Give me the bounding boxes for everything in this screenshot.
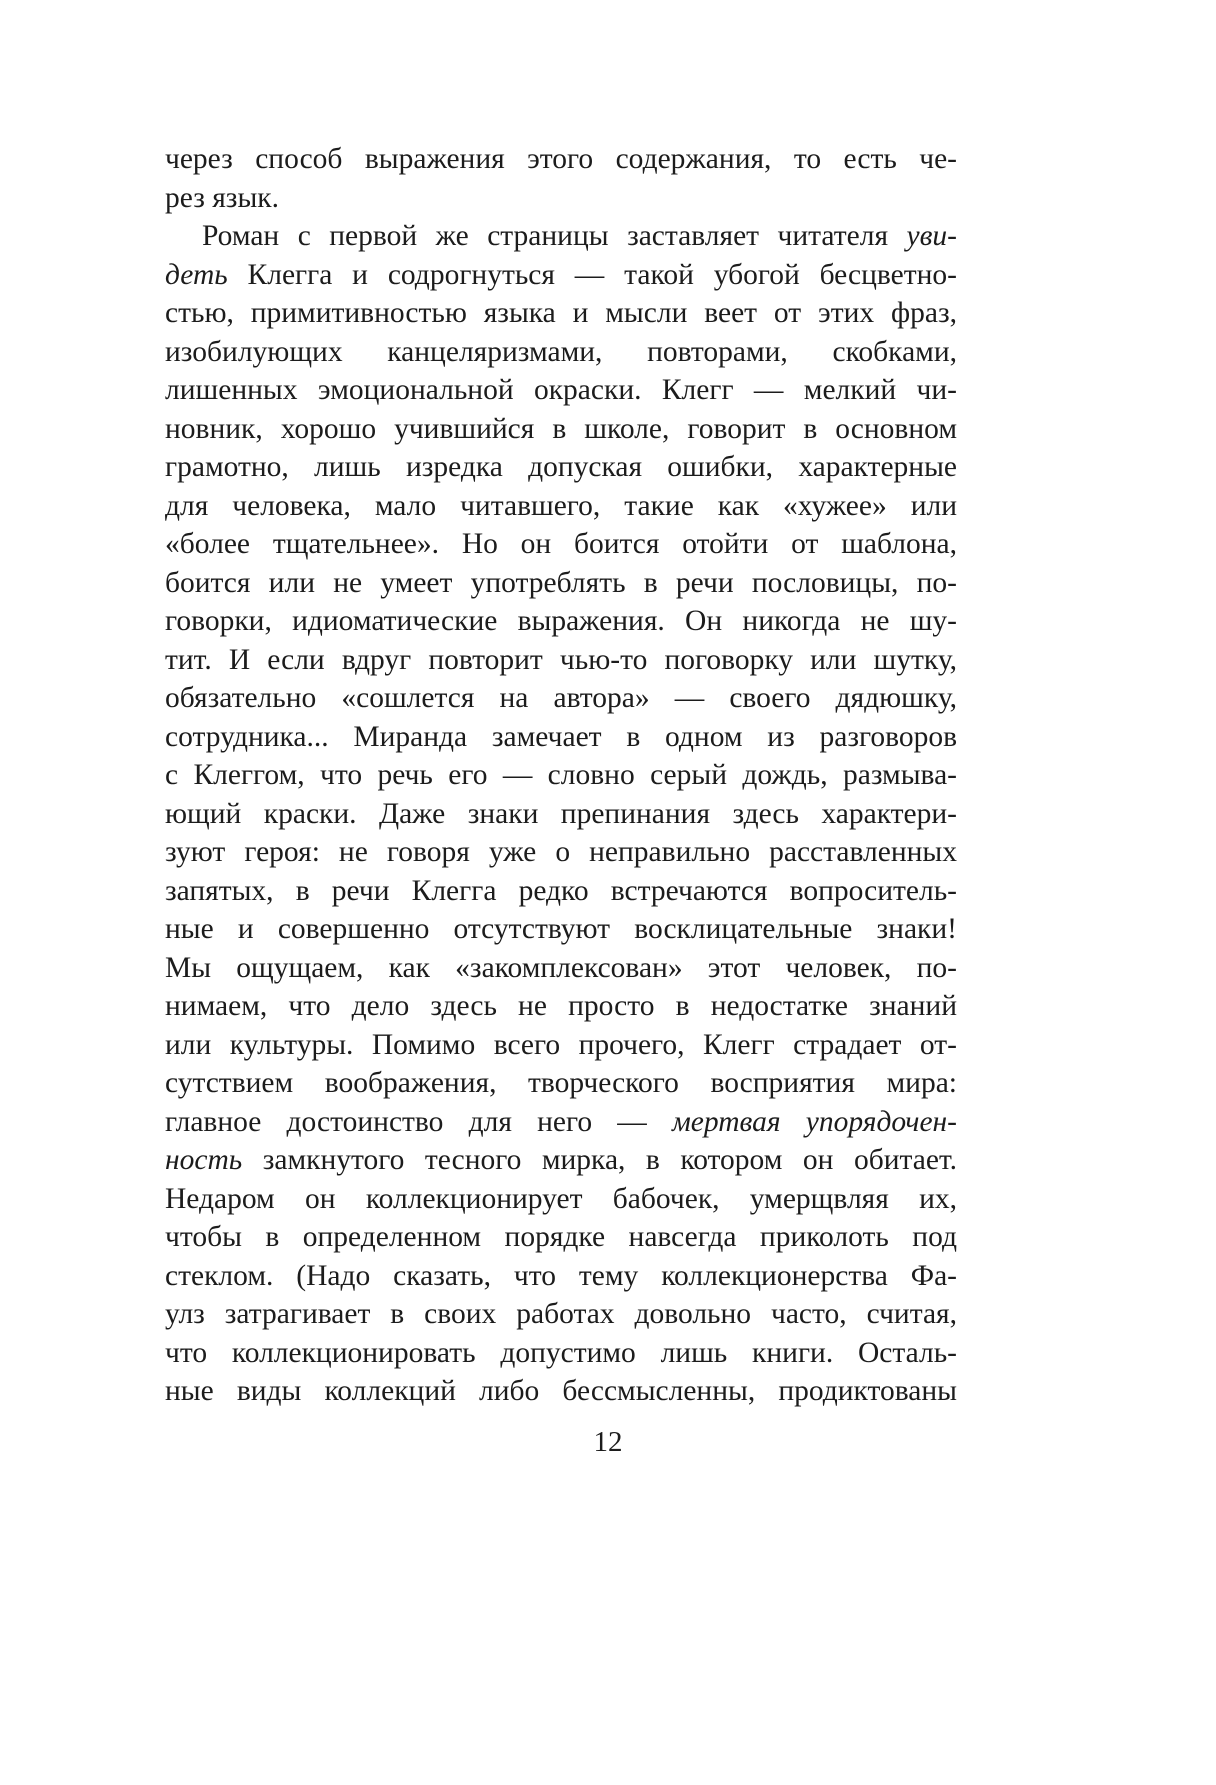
page-number: 12 xyxy=(593,1426,623,1458)
text-segment: изобилующих канцеляризмами, повторами, скобками, xyxy=(165,335,957,368)
text-line xyxy=(165,1257,957,1296)
text-segment: нимаем, что дело здесь не просто в недостатке знаний xyxy=(165,990,957,1022)
text-segment: главное достоинство для него — xyxy=(165,1105,672,1138)
text-segment: грамотно, лишь изредка допуская ошибки, характерные xyxy=(165,451,957,483)
text-line xyxy=(165,140,957,179)
body-text xyxy=(165,140,957,1411)
text-segment: Роман с первой же страницы заставляет читателя xyxy=(202,220,907,252)
text-segment: сутствием воображения, творческого восприятия мира: xyxy=(165,1067,957,1099)
text-line xyxy=(165,525,957,564)
text-line xyxy=(165,756,957,795)
text-line xyxy=(165,718,957,757)
text-segment: Мы ощущаем, как «закомплексован» этот человек, по- xyxy=(165,951,957,984)
text-line xyxy=(165,410,957,449)
text-segment: через способ выражения этого содержания, то есть че- xyxy=(165,143,957,175)
text-segment: улз затрагивает в своих работах довольно часто, считая, xyxy=(165,1298,957,1330)
text-line xyxy=(165,1026,957,1065)
text-segment: обязательно «сошлется на автора» — своего дядюшку, xyxy=(165,682,957,714)
text-segment: для человека, мало читавшего, такие как «хужее» или xyxy=(165,489,957,522)
text-line xyxy=(165,294,957,333)
text-segment: или культуры. Помимо всего прочего, Клегг страдает от- xyxy=(165,1028,957,1061)
text-segment: замкнутого тесного мирка, в котором он обитает. xyxy=(242,1144,957,1176)
text-segment: с Клеггом, что речь его — словно серый дождь, размыва- xyxy=(165,759,957,791)
text-line xyxy=(165,795,957,834)
text-segment: Недаром он коллекционирует бабочек, умерщвляя их, xyxy=(165,1182,957,1215)
italic-text: деть xyxy=(165,258,228,291)
text-line xyxy=(165,179,957,218)
text-segment: ные виды коллекций либо бессмысленны, продиктованы xyxy=(165,1375,957,1407)
text-line xyxy=(165,1372,957,1411)
text-segment: стеклом. (Надо сказать, что тему коллекционерства Фа- xyxy=(165,1259,957,1292)
text-line xyxy=(165,641,957,680)
text-segment: «более тщательнее». Но он боится отойти от шаблона, xyxy=(165,528,957,560)
text-line xyxy=(165,833,957,872)
text-segment: тит. И если вдруг повторит чью-то поговорку или шутку, xyxy=(165,643,957,676)
text-segment: новник, хорошо учившийся в школе, говорит в основном xyxy=(165,412,957,445)
text-line xyxy=(165,1334,957,1373)
text-line xyxy=(165,333,957,372)
text-segment: рез язык. xyxy=(165,181,279,214)
italic-text: мертвая упорядочен- xyxy=(671,1105,957,1138)
text-line xyxy=(165,1180,957,1219)
text-segment: что коллекционировать допустимо лишь книги. Осталь- xyxy=(165,1336,957,1369)
text-line xyxy=(165,987,957,1026)
text-segment: лишенных эмоциональной окраски. Клегг — мелкий чи- xyxy=(165,374,957,406)
text-line xyxy=(165,949,957,988)
italic-text: уви- xyxy=(906,220,957,252)
text-line xyxy=(165,448,957,487)
text-line xyxy=(165,1295,957,1334)
text-segment: ные и совершенно отсутствуют восклицательные знаки! xyxy=(165,913,957,945)
text-segment: чтобы в определенном порядке навсегда приколоть под xyxy=(165,1221,957,1253)
text-segment: ющий краски. Даже знаки препинания здесь характери- xyxy=(165,797,957,830)
italic-text: ность xyxy=(165,1144,243,1176)
text-line xyxy=(165,217,957,256)
text-line xyxy=(165,1064,957,1103)
text-line xyxy=(165,910,957,949)
text-line xyxy=(165,371,957,410)
text-segment: говорки, идиоматические выражения. Он никогда не шу- xyxy=(165,605,957,637)
text-line xyxy=(165,602,957,641)
text-segment: запятых, в речи Клегга редко встречаются вопроситель- xyxy=(165,874,957,907)
text-line xyxy=(165,256,957,295)
text-segment: Клегга и содрогнуться — такой убогой бесцветно- xyxy=(227,258,957,291)
text-segment: сотрудника... Миранда замечает в одном из разговоров xyxy=(165,720,957,753)
text-line xyxy=(165,679,957,718)
text-segment: боится или не умеет употреблять в речи пословицы, по- xyxy=(165,566,957,599)
text-line xyxy=(165,872,957,911)
text-line xyxy=(165,564,957,603)
text-segment: стью, примитивностью языка и мысли веет от этих фраз, xyxy=(165,297,957,329)
text-line xyxy=(165,1218,957,1257)
text-line xyxy=(165,487,957,526)
text-segment: зуют героя: не говоря уже о неправильно расставленных xyxy=(165,836,957,868)
text-line xyxy=(165,1141,957,1180)
text-line xyxy=(165,1103,957,1142)
